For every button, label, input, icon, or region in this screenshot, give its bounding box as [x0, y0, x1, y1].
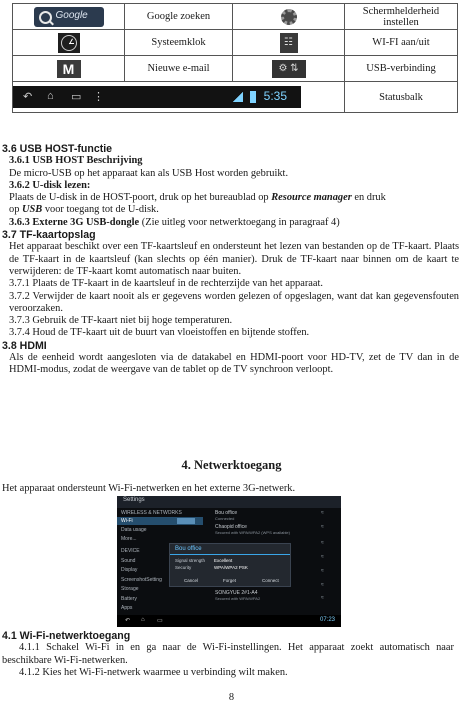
paragraph: Als de eenheid wordt aangesloten via de datakabel en HDMI-poort voor HD-TV, zet de TV dan in de HDMI-modus, zodat de weergave van de tablet op de TV synchroon verloopt.	[9, 352, 459, 376]
subsection-heading: 3.6.1 USB HOST Beschrijving	[9, 155, 143, 167]
paragraph: Plaats de U-disk in de HOST-poort, druk op het bureaublad op Resource manager en druk op USB voor toegang tot de U-disk.	[9, 192, 386, 216]
paragraph: 4.1.2 Kies het Wi-Fi-netwerk waarmee u verbinding wilt maken.	[19, 666, 288, 678]
wifi-signal-icon: ≈	[321, 582, 324, 588]
paragraph: 3.7.4 Houd de TF-kaart uit de buurt van vloeistoffen en bijtende stoffen.	[9, 327, 310, 339]
wifi-toggle-label: WI-FI aan/uit	[345, 30, 458, 56]
table-row	[13, 82, 458, 113]
google-search-label: Google zoeken	[125, 4, 233, 30]
network-item: SONGYUE 2#1-A4	[215, 590, 258, 596]
wifi-signal-icon: ≈	[321, 595, 324, 601]
signal-strength-label: Signal strength	[175, 558, 206, 563]
chapter-title: 4. Netwerktoegang	[181, 458, 282, 472]
home-icon: ⌂	[141, 617, 145, 623]
statusbar-image-cell	[13, 82, 345, 113]
back-icon: ↶	[125, 618, 131, 624]
sidebar-item: More...	[121, 536, 137, 542]
page-number: 8	[228, 692, 235, 703]
sidebar-item: ScreenshotSetting	[121, 577, 162, 583]
wifi-signal-icon: ≈	[321, 524, 324, 530]
network-dialog	[169, 543, 291, 587]
google-search-bar-icon: Google	[34, 7, 104, 27]
paragraph: 3.6.3 Externe 3G USB-dongle (Zie uitleg voor netwerktoegang in paragraaf 4)	[9, 216, 340, 228]
security-label: Security	[175, 565, 192, 570]
mail-icon-cell	[13, 56, 125, 82]
sidebar-item: Battery	[121, 596, 137, 602]
recent-apps-icon: ▭	[71, 91, 82, 103]
menu-icon: ⋮	[93, 91, 104, 103]
table-row	[13, 30, 458, 56]
paragraph: De micro-USB op het apparaat kan als USB Host worden gebruikt.	[9, 167, 289, 179]
wifi-settings-screenshot	[117, 496, 341, 627]
section-heading: 3.8 HDMI	[2, 339, 47, 352]
network-status: Connected	[215, 516, 235, 521]
sidebar-item: Storage	[121, 586, 139, 592]
home-icon: ⌂	[47, 90, 54, 102]
security-value: WPA/WPA2 PSK	[214, 565, 248, 570]
wifi-signal-icon: ≈	[321, 540, 324, 546]
dialog-divider	[170, 554, 290, 555]
statusbar-image	[13, 86, 301, 108]
section-3-body	[0, 143, 463, 377]
sidebar-item: Data usage	[121, 527, 147, 533]
battery-icon	[250, 91, 256, 103]
usb-connection-label: USB-verbinding	[345, 56, 458, 82]
settings-icon-cell	[233, 4, 345, 30]
back-icon: ↶	[23, 91, 33, 103]
statusbar-time: 5:35	[263, 89, 287, 103]
paragraph: 3.7.3 Gebruik de TF-kaart niet bij hoge temperaturen.	[9, 315, 233, 327]
system-clock-label: Systeemklok	[125, 30, 233, 56]
signal-icon	[233, 92, 243, 102]
wifi-toggle	[177, 518, 195, 524]
network-status: Secured with WPA/WPA2	[215, 596, 261, 601]
paragraph: 3.7.1 Plaats de TF-kaart in de kaartsleuf in de rechterzijde van het apparaat.	[9, 278, 323, 290]
sidebar-item: Apps	[121, 605, 133, 611]
signal-strength-value: Excellent	[214, 558, 233, 563]
connect-button: Connect	[262, 578, 279, 583]
navbar-time: 07:23	[319, 617, 335, 623]
resource-manager-term: Resource manager	[271, 192, 352, 204]
sidebar-item: DEVICE	[121, 548, 140, 554]
paragraph: 3.7.2 Verwijder de kaart nooit als er gegevens worden gelezen of opgeslagen, want dat kan gegevensfouten veroorzaken.	[9, 290, 459, 314]
paragraph: Het apparaat beschikt over een TF-kaartsleuf en ondersteunt het lezen van bestanden op de TF-kaart. Plaats de TF-kaart in de kaartsleuf (kan slechts op één manier). Druk de TF-kaart naar binnen om de kaart te verwijderen: de TF-kaart komt automatisch naar buiten.	[9, 241, 459, 277]
chapter-intro: Het apparaat ondersteunt Wi-Fi-netwerken en het externe 3G-netwerk.	[2, 483, 296, 494]
wifi-icon: ☷	[280, 33, 298, 53]
table-row	[13, 56, 458, 82]
subsection-heading: 3.6.2 U-disk lezen:	[9, 179, 91, 191]
table-row	[13, 4, 458, 30]
new-mail-label: Nieuwe e-mail	[125, 56, 233, 82]
wifi-signal-icon: ≈	[321, 568, 324, 574]
section-4-1	[2, 630, 458, 679]
mail-icon: M	[57, 60, 81, 78]
forget-button: Forget	[223, 578, 237, 583]
sidebar-item: Sound	[121, 558, 136, 564]
usb-term: USB	[22, 204, 43, 216]
cancel-button: Cancel	[184, 578, 199, 583]
wifi-signal-icon: ≈	[321, 510, 324, 516]
recent-apps-icon: ▭	[157, 618, 163, 624]
dialog-title: Bou office	[175, 546, 202, 552]
statusbar-label: Statusbalk	[345, 82, 458, 113]
usb-icon-cell	[233, 56, 345, 82]
android-navbar	[117, 615, 341, 627]
network-item: Chaopid office	[215, 524, 247, 530]
brightness-label: Schermhelderheid instellen	[345, 4, 458, 30]
sidebar-item: Display	[121, 567, 138, 573]
paragraph: 4.1.1 Schakel Wi-Fi in en ga naar de Wi-Fi-instellingen. Het apparaat zoekt automatisch naar beschikbare Wi-Fi-netwerken.	[2, 642, 454, 666]
wifi-signal-icon: ≈	[321, 554, 324, 560]
google-search-icon-cell	[13, 4, 125, 30]
sidebar-item: Wi-Fi	[121, 518, 133, 524]
clock-icon-cell	[13, 30, 125, 56]
section-heading: 3.6 USB HOST-functie	[2, 143, 113, 155]
magnifier-icon	[39, 11, 52, 24]
clock-icon	[58, 33, 80, 53]
section-heading: 4.1 Wi-Fi-netwerktoegang	[2, 630, 131, 642]
sidebar-item: WIRELESS & NETWORKS	[121, 510, 182, 516]
network-item: Bou office	[215, 510, 238, 516]
settings-topbar: Settings	[117, 496, 341, 508]
subsection-heading: 3.6.3 Externe 3G USB-dongle	[9, 216, 140, 228]
usb-icon: ⚙ ⇅	[272, 60, 306, 78]
wifi-icon-cell	[233, 30, 345, 56]
icon-legend-table	[12, 3, 458, 113]
settings-icon	[281, 9, 297, 25]
section-heading: 3.7 TF-kaartopslag	[2, 229, 96, 242]
network-status: Secured with WPA/WPA2 (WPS available)	[215, 530, 290, 535]
